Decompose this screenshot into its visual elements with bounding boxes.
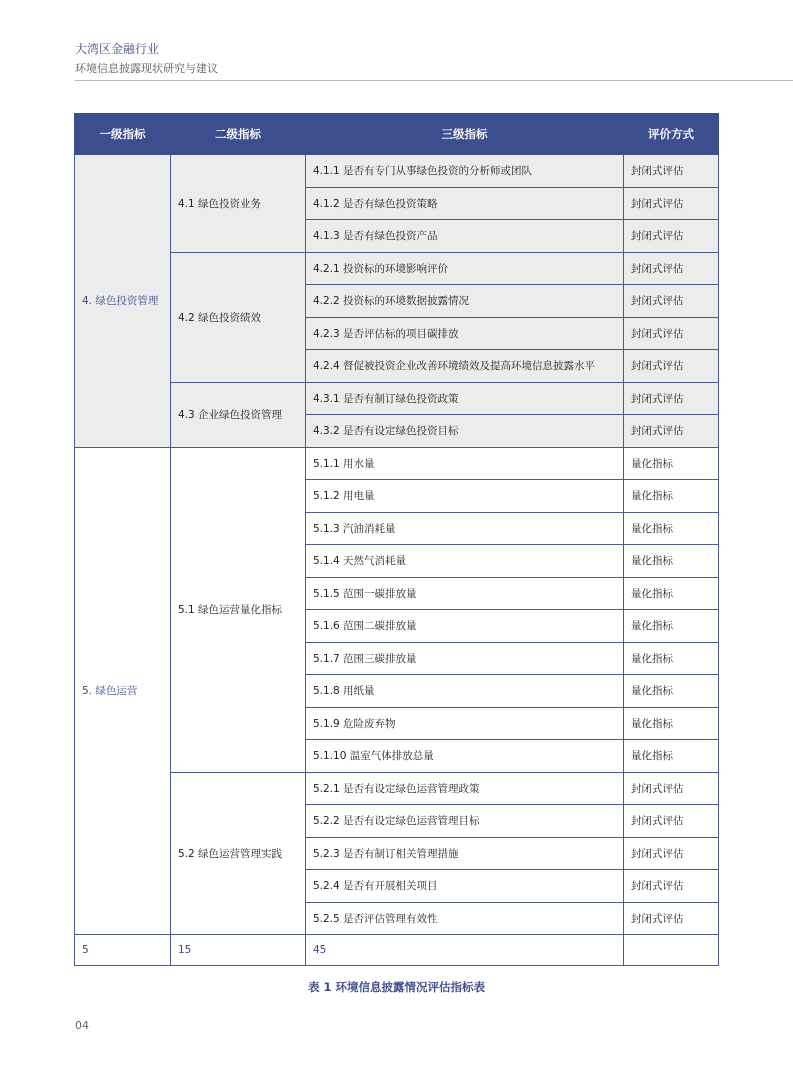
level3-cell: 4.3.2 是否有设定绿色投资目标 — [306, 415, 624, 448]
level3-cell: 5.1.7 范围三碳排放量 — [306, 642, 624, 675]
level3-cell: 5.1.6 范围二碳排放量 — [306, 610, 624, 643]
header-divider — [75, 80, 793, 81]
level3-cell: 5.1.10 温室气体排放总量 — [306, 740, 624, 773]
level3-cell: 5.1.8 用纸量 — [306, 675, 624, 708]
level3-cell: 4.2.1 投资标的环境影响评价 — [306, 252, 624, 285]
level3-cell: 5.2.3 是否有制订相关管理措施 — [306, 837, 624, 870]
level2-cell: 5.1 绿色运营量化指标 — [171, 447, 306, 772]
col-header-method: 评价方式 — [624, 114, 719, 155]
method-cell: 量化指标 — [624, 512, 719, 545]
level2-cell: 4.1 绿色投资业务 — [171, 155, 306, 253]
level3-cell: 5.1.5 范围一碳排放量 — [306, 577, 624, 610]
level3-cell: 5.2.2 是否有设定绿色运营管理目标 — [306, 805, 624, 838]
table-row — [75, 252, 719, 285]
level3-cell: 5.1.1 用水量 — [306, 447, 624, 480]
method-cell: 量化指标 — [624, 577, 719, 610]
method-cell: 封闭式评估 — [624, 155, 719, 188]
method-cell: 封闭式评估 — [624, 382, 719, 415]
method-cell: 量化指标 — [624, 675, 719, 708]
method-cell: 封闭式评估 — [624, 220, 719, 253]
table-row — [75, 447, 719, 480]
total-level2: 15 — [171, 935, 306, 966]
col-header-level3: 三级指标 — [306, 114, 624, 155]
level3-cell: 4.2.4 督促被投资企业改善环境绩效及提高环境信息披露水平 — [306, 350, 624, 383]
table-row — [75, 772, 719, 805]
level3-cell: 5.1.3 汽油消耗量 — [306, 512, 624, 545]
method-cell: 量化指标 — [624, 707, 719, 740]
method-cell: 封闭式评估 — [624, 350, 719, 383]
level3-cell: 5.2.4 是否有开展相关项目 — [306, 870, 624, 903]
level3-cell: 5.2.5 是否评估管理有效性 — [306, 902, 624, 935]
method-cell: 封闭式评估 — [624, 252, 719, 285]
col-header-level1: 一级指标 — [75, 114, 171, 155]
method-cell: 封闭式评估 — [624, 415, 719, 448]
method-cell: 量化指标 — [624, 545, 719, 578]
table-caption: 表 1 环境信息披露情况评估指标表 — [307, 980, 485, 994]
running-header-subtitle: 环境信息披露现状研究与建议 — [75, 62, 218, 75]
method-cell: 量化指标 — [624, 642, 719, 675]
total-method — [624, 935, 719, 966]
table-row — [75, 155, 719, 188]
running-header-title: 大湾区金融行业 — [75, 42, 160, 56]
method-cell: 封闭式评估 — [624, 317, 719, 350]
page-number: 04 — [75, 1019, 89, 1032]
indicator-table — [74, 113, 719, 966]
method-cell: 量化指标 — [624, 610, 719, 643]
method-cell: 量化指标 — [624, 447, 719, 480]
method-cell: 封闭式评估 — [624, 187, 719, 220]
method-cell: 封闭式评估 — [624, 285, 719, 318]
table-header-row — [75, 114, 719, 155]
total-level1: 5 — [75, 935, 171, 966]
level3-cell: 4.3.1 是否有制订绿色投资政策 — [306, 382, 624, 415]
level2-cell: 4.3 企业绿色投资管理 — [171, 382, 306, 447]
level1-cell: 5. 绿色运营 — [75, 447, 171, 935]
level3-cell: 4.1.3 是否有绿色投资产品 — [306, 220, 624, 253]
col-header-level2: 二级指标 — [171, 114, 306, 155]
level3-cell: 5.1.4 天然气消耗量 — [306, 545, 624, 578]
table-row — [75, 382, 719, 415]
level2-cell: 5.2 绿色运营管理实践 — [171, 772, 306, 935]
method-cell: 量化指标 — [624, 480, 719, 513]
level3-cell: 4.2.2 投资标的环境数据披露情况 — [306, 285, 624, 318]
level1-cell: 4. 绿色投资管理 — [75, 155, 171, 448]
totals-row — [75, 935, 719, 966]
method-cell: 封闭式评估 — [624, 902, 719, 935]
method-cell: 封闭式评估 — [624, 805, 719, 838]
level3-cell: 5.1.2 用电量 — [306, 480, 624, 513]
method-cell: 量化指标 — [624, 740, 719, 773]
method-cell: 封闭式评估 — [624, 870, 719, 903]
level3-cell: 4.1.1 是否有专门从事绿色投资的分析师或团队 — [306, 155, 624, 188]
level3-cell: 4.2.3 是否评估标的项目碳排放 — [306, 317, 624, 350]
method-cell: 封闭式评估 — [624, 772, 719, 805]
level2-cell: 4.2 绿色投资绩效 — [171, 252, 306, 382]
method-cell: 封闭式评估 — [624, 837, 719, 870]
level3-cell: 5.1.9 危险废弃物 — [306, 707, 624, 740]
level3-cell: 4.1.2 是否有绿色投资策略 — [306, 187, 624, 220]
total-level3: 45 — [306, 935, 624, 966]
level3-cell: 5.2.1 是否有设定绿色运营管理政策 — [306, 772, 624, 805]
